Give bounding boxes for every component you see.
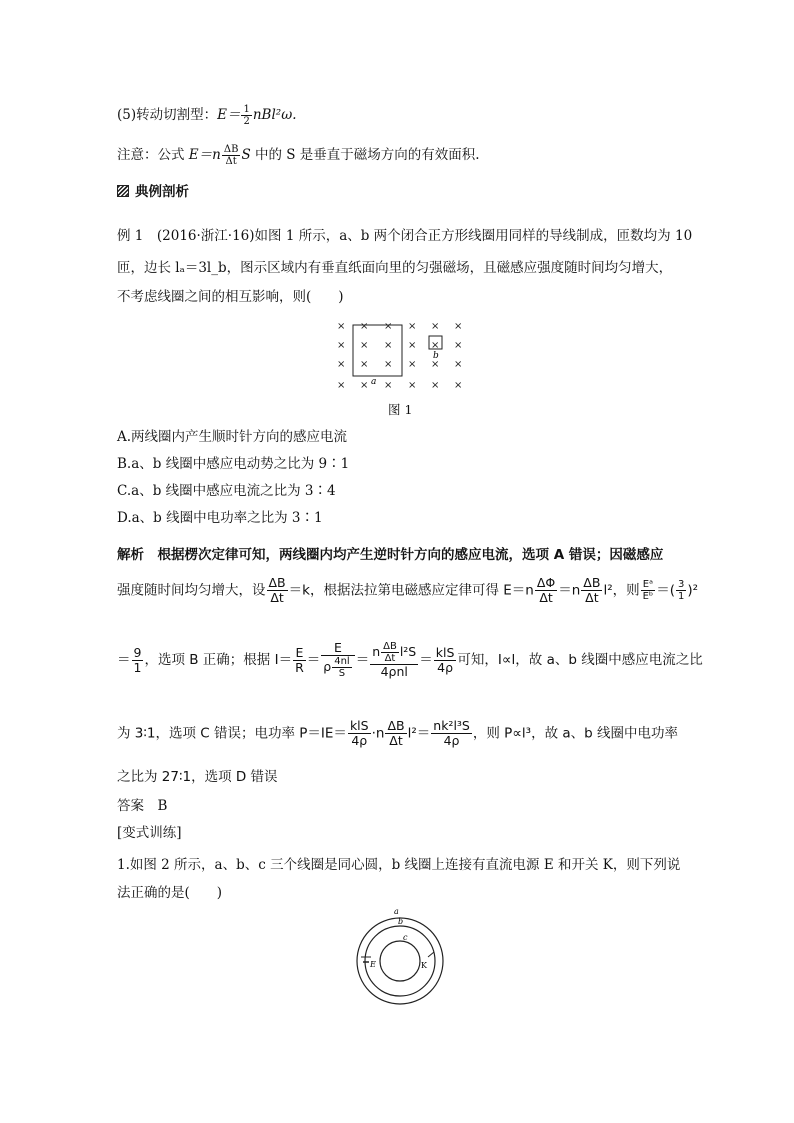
field-cross: × <box>337 340 346 351</box>
field-cross: × <box>360 321 369 332</box>
analysis-text: )² <box>687 582 699 599</box>
fraction-dB-dt-inner <box>381 641 399 664</box>
analysis-text: ＝ <box>355 652 370 668</box>
fraction-nk2l3S-4rho <box>431 719 472 748</box>
field-cross: × <box>384 321 393 332</box>
option-d: D.a、b 线圈中电功率之比为 3∶1 <box>117 510 323 526</box>
frac-numerator: 3 <box>678 579 685 590</box>
analysis-line-3 <box>117 641 703 679</box>
frac-numerator: 1 <box>243 104 250 115</box>
analysis-line-5: 之比为 27∶1，选项 D 错误 <box>117 769 278 785</box>
figure-1-diagram <box>330 312 470 392</box>
label-a: a <box>394 907 399 916</box>
frac-denominator: Δt <box>225 156 237 167</box>
field-cross: × <box>454 340 463 351</box>
frac-numerator: ΔB <box>223 144 239 155</box>
frac-numerator: ΔB <box>583 575 601 590</box>
note-rhs: S <box>241 147 251 163</box>
analysis-line-4 <box>117 719 678 748</box>
fraction-dB-dt <box>267 576 288 605</box>
field-cross: × <box>454 321 463 332</box>
question-1-line-1: 1.如图 2 所示，a、b、c 三个线圈是同心圆，b 线圈上连接有直流电源 E 和开关 K，则下列说 <box>117 857 681 873</box>
label-E: E <box>370 960 376 969</box>
label-K: K <box>421 961 427 970</box>
frac-denominator: 1 <box>678 591 685 602</box>
fraction-9-1 <box>132 646 144 675</box>
fraction-E-R <box>293 646 306 675</box>
question-1-line-2: 法正确的是( ) <box>117 885 223 901</box>
note-suffix: 中的 S 是垂直于磁场方向的有效面积. <box>250 147 480 163</box>
fraction-3-1 <box>676 579 686 602</box>
l2S-symbol: l²S <box>399 644 417 659</box>
switch-lever <box>428 952 434 957</box>
section-title <box>117 183 189 201</box>
field-cross: × <box>384 340 393 351</box>
label-a: a <box>371 377 377 387</box>
frac-numerator: E <box>293 646 306 661</box>
note-prefix: 注意：公式 <box>117 147 189 163</box>
fraction-E-rho4nlS <box>321 641 354 679</box>
frac-denominator: 4ρnl <box>380 664 408 679</box>
option-b: B.a、b 线圈中感应电动势之比为 9∶1 <box>117 456 350 472</box>
analysis-text: ＝ <box>306 652 321 668</box>
note-line <box>117 144 480 167</box>
frac-denominator: Δt <box>539 590 553 605</box>
frac-numerator: klS <box>349 718 369 733</box>
frac-denominator: Δt <box>389 733 403 748</box>
frac-numerator: ΔB <box>268 575 286 590</box>
section-title-text: 典例剖析 <box>135 184 189 200</box>
fraction-dB-dt-2 <box>581 576 602 605</box>
fraction-klS-4rho-2 <box>348 719 371 748</box>
analysis-text: 强度随时间均匀增大，设 <box>117 582 266 599</box>
n-symbol: n <box>372 644 381 659</box>
field-cross: × <box>384 359 393 370</box>
frac-denominator: S <box>338 668 346 679</box>
analysis-text: 为 3∶1，选项 C 错误；电功率 P＝IE＝ <box>117 725 347 742</box>
rho-symbol: ρ <box>323 659 332 674</box>
field-cross: × <box>431 340 440 351</box>
analysis-text: l²＝ <box>407 725 431 742</box>
field-cross: × <box>408 340 417 351</box>
note-lhs: E＝n <box>188 147 221 163</box>
analysis-text: l²，则 <box>603 582 640 599</box>
answer-line: 答案 B <box>117 798 168 814</box>
frac-denominator: 2 <box>243 116 250 127</box>
frac-numerator: Eᵃ <box>641 579 656 591</box>
frac-numerator: 4nl <box>334 656 350 667</box>
frac-denominator <box>321 656 354 679</box>
frac-denominator: Δt <box>270 590 284 605</box>
frac-numerator: klS <box>435 644 455 660</box>
example-line-1: 例 1 (2016·浙江·16)如图 1 所示，a、b 两个闭合正方形线圈用同样的导线制成，匝数均为 10 <box>117 228 693 244</box>
coil-c-circle <box>380 941 420 981</box>
label-b: b <box>398 917 404 926</box>
example-line-2: 匝，边长 lₐ＝3l_b，图示区域内有垂直纸面向里的匀强磁场，且磁感应强度随时间均匀增大， <box>117 260 673 276</box>
frac-numerator: 9 <box>133 644 142 660</box>
field-cross: × <box>431 380 440 391</box>
field-cross: × <box>337 321 346 332</box>
fraction-4nl-S <box>332 656 351 679</box>
frac-denominator: 1 <box>133 659 142 675</box>
frac-denominator: 4ρ <box>351 733 368 748</box>
option-a: A.两线圈内产生顺时针方向的感应电流 <box>117 429 348 445</box>
fraction-klS-4rho <box>434 646 457 675</box>
formula-5-rhs: nBl²ω. <box>252 107 297 123</box>
field-cross: × <box>360 380 369 391</box>
fraction-Ea-Eb <box>641 579 656 602</box>
analysis-text: 可知，I∝l，故 a、b 线圈中感应电流之比 <box>457 652 703 668</box>
field-cross: × <box>431 321 440 332</box>
magnetic-field-crosses <box>337 321 462 391</box>
frac-denominator: R <box>295 659 304 675</box>
formula-5 <box>117 104 297 127</box>
field-cross: × <box>360 359 369 370</box>
field-cross: × <box>337 359 346 370</box>
field-cross: × <box>408 380 417 391</box>
variant-title: [变式训练] <box>117 825 182 841</box>
figure-2-diagram <box>350 905 450 1005</box>
analysis-text: ＝ <box>117 652 131 668</box>
field-cross: × <box>384 380 393 391</box>
frac-denominator: Δt <box>384 653 396 664</box>
frac-numerator: ΔΦ <box>536 575 556 590</box>
fraction-ndBdt-l2S <box>370 641 418 679</box>
analysis-text: ，选项 B 正确；根据 I＝ <box>144 652 293 668</box>
frac-numerator: ΔB <box>383 641 397 652</box>
frac-numerator <box>370 641 418 665</box>
field-cross: × <box>454 380 463 391</box>
label-b: b <box>433 351 439 361</box>
formula-5-label: (5)转动切割型： <box>117 107 218 123</box>
frac-denominator: 4ρ <box>437 659 454 675</box>
analysis-text: ＝n <box>558 582 581 599</box>
field-cross: × <box>360 340 369 351</box>
fraction-half <box>241 104 251 127</box>
section-marker-icon <box>117 185 129 197</box>
frac-denominator: Eᵇ <box>642 591 654 602</box>
analysis-text: ＝ <box>419 652 433 668</box>
analysis-text: ，则 P∝l³，故 a、b 线圈中电功率 <box>472 725 679 742</box>
frac-numerator: E <box>321 641 354 656</box>
note-fraction <box>222 144 241 167</box>
fraction-dB-dt-3 <box>385 719 406 748</box>
field-cross: × <box>337 380 346 391</box>
frac-numerator: ΔB <box>387 718 405 733</box>
frac-denominator: 4ρ <box>443 733 460 748</box>
fraction-dPhi-dt <box>535 576 557 605</box>
analysis-line-1: 解析 根据楞次定律可知，两线圈内均产生逆时针方向的感应电流，选项 A 错误；因磁感应 <box>117 547 664 563</box>
field-cross: × <box>431 359 440 370</box>
frac-denominator: Δt <box>585 590 599 605</box>
field-cross: × <box>408 359 417 370</box>
analysis-text: ＝( <box>656 582 675 599</box>
label-c: c <box>403 933 408 942</box>
analysis-text: ＝k，根据法拉第电磁感应定律可得 E＝n <box>288 582 534 599</box>
analysis-text: ·n <box>371 725 385 742</box>
analysis-line-2 <box>117 576 698 605</box>
field-cross: × <box>454 359 463 370</box>
figure-1-caption: 图 1 <box>388 402 413 417</box>
field-cross: × <box>408 321 417 332</box>
frac-numerator: nk²l³S <box>433 718 470 733</box>
example-line-3: 不考虑线圈之间的相互影响，则( ) <box>117 289 344 305</box>
option-c: C.a、b 线圈中感应电流之比为 3∶4 <box>117 483 336 499</box>
formula-5-lhs: E＝ <box>217 107 241 123</box>
